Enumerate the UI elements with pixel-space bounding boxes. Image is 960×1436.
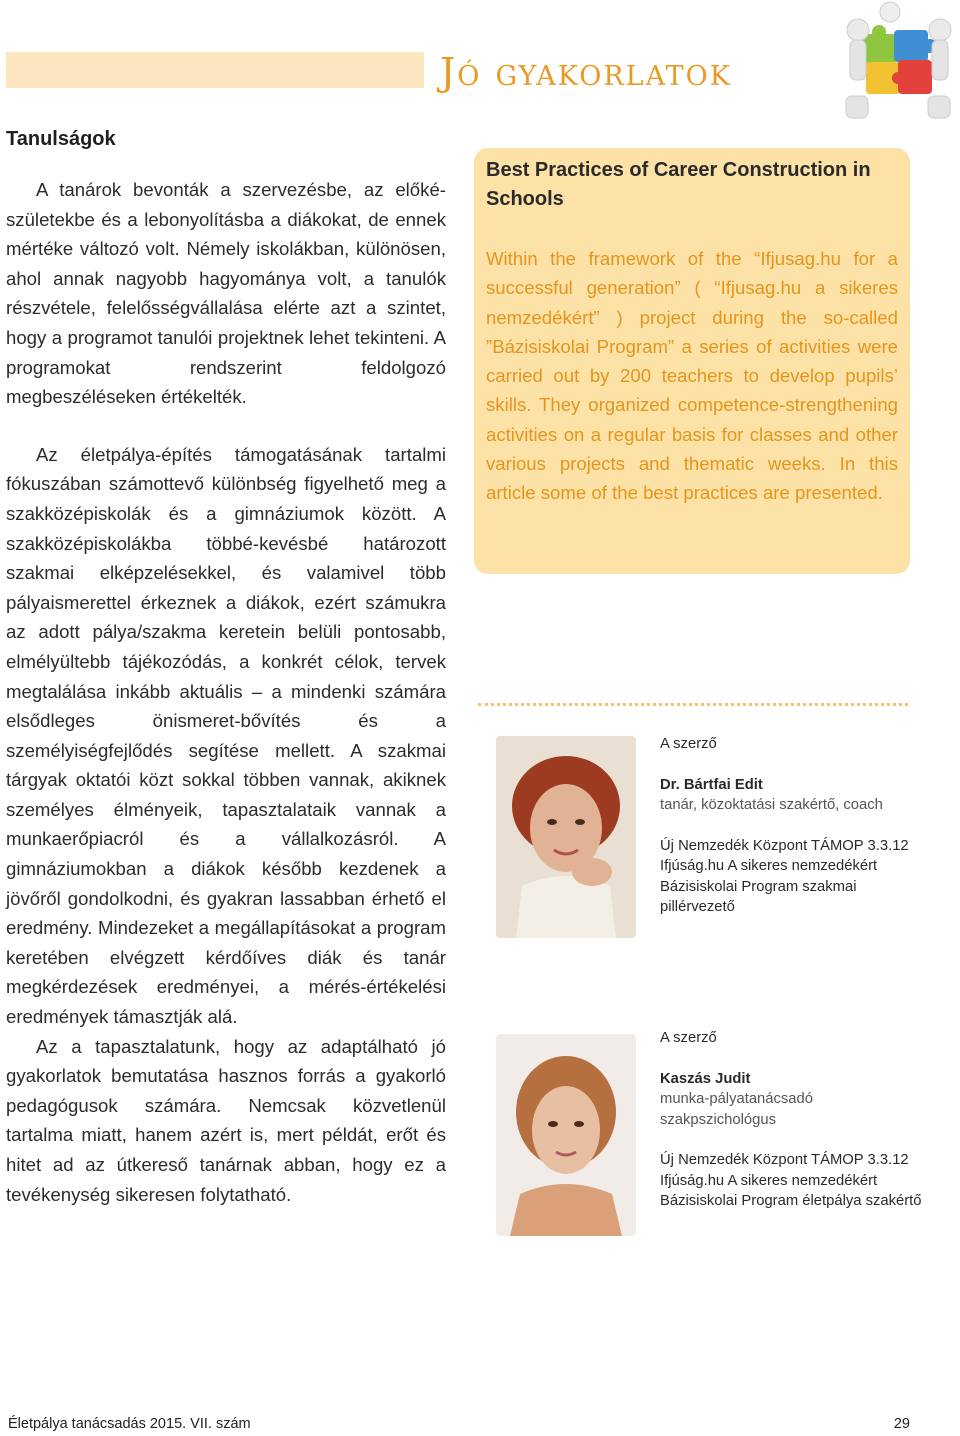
body-paragraph: Az a tapasztalatunk, hogy az adaptálható jó gyakorlatok bemutatása hasznos forrás a gyakorló pedagógusok számára. Nemcsak közvetlenül tartalma miatt, hanem azért is, mert példát, erőt és hitet ad az útkereső tanárnak abban, hogy ez a tevékenység sikeresen folytatható. — [6, 1035, 446, 1205]
page-number: 29 — [893, 1416, 910, 1432]
author-organization: Új Nemzedék Központ TÁMOP 3.3.12 Ifjúság.hu A sikeres nemzedékért Bázisiskolai Program életpálya szakértő — [660, 1152, 922, 1209]
author-role: munka-pályatanácsadó szakpszichológus — [660, 1091, 813, 1128]
summary-text: Within the framework of the “Ifjusag.hu for a successful generation” ( “Ifjusag.hu a sikeres nemzedékért” ) project during the so-called ”Bázisiskolai Program” a series of activities were carried out by 200 teachers to develop pupils’ skills. They organized competence-strengthening activities on a regular basis for classes and other various projects and thematic weeks. In this article some of the best practices are presented. — [486, 248, 898, 504]
author-name: Kaszás Judit — [660, 1070, 751, 1087]
author-photo — [496, 736, 636, 938]
author-photo — [496, 1034, 636, 1236]
english-summary-box — [474, 148, 910, 574]
author-label: A szerző — [660, 1030, 717, 1046]
body-paragraph: A tanárok bevonták a szervezésbe, az előkészületekbe és a lebonyolításba a diákokat, de ennek mértéke változó volt. Némely iskolákban, különösen, ahol annak nagyobb hagyománya volt, a tanulók részvétele, felelősségvállalása elérte azt a szintet, hogy a programot tanulói projektnek lehet tekinteni. A programokat rendszerint feldolgozó megbeszéléseken értékelték. — [6, 179, 446, 408]
author-label: A szerző — [660, 736, 717, 752]
section-title: Jó gyakorlatok — [440, 50, 732, 94]
section-heading: Tanulságok — [6, 128, 116, 150]
publication-footer: Életpálya tanácsadás 2015. VII. szám — [8, 1416, 251, 1432]
body-paragraph: Az életpálya-építés támogatásának tartalmi fókuszában számottevő különbség figyelhető meg a szakközépiskolák és a gimnáziumok között. A szakközépiskolákba többé-kevésbé határozott szakmai elképzelésekkel, és valamivel több pályaismerettel érkeznek a diákok, ezért számukra az adott pálya/szakma keretein belüli pontosabb, elmélyültebb tájékozódás, a konkrét célok, tervek megtalálása inkább aktuális – a mindenki számára elsődleges önismeret-bővítés és a személyiségfejlődés segítése mellett. A szakmai tárgyak oktatói közt sokkal többen vannak, akiknek személyes élményeik, tapasztalataik vannak a munkaerőpiacról és a vállalkozásról. A gimnáziumokban a diákok később kezdenek a jövőről gondolkodni, és gyakran lassabban érhető el eredmény. Mindezeket a megállapításokat a program keretében elvégzett kérdőíves diák és tanár megkérdezések eredményei, a mérés-értékelési eredmények támasztják alá. — [6, 443, 446, 1028]
header-band — [6, 52, 424, 88]
author-info — [660, 734, 930, 918]
author-organization: Új Nemzedék Központ TÁMOP 3.3.12 Ifjúság.hu A sikeres nemzedékért Bázisiskolai Program szakmai pillérvezető — [660, 837, 909, 915]
left-column — [6, 128, 446, 1209]
dotted-divider — [478, 703, 908, 706]
summary-title: Best Practices of Career Construction in Schools — [486, 159, 871, 210]
author-role: tanár, közoktatási szakértő, coach — [660, 797, 883, 813]
puzzle-figures-illustration — [832, 0, 960, 128]
author-name: Dr. Bártfai Edit — [660, 776, 763, 793]
author-info — [660, 1028, 930, 1212]
